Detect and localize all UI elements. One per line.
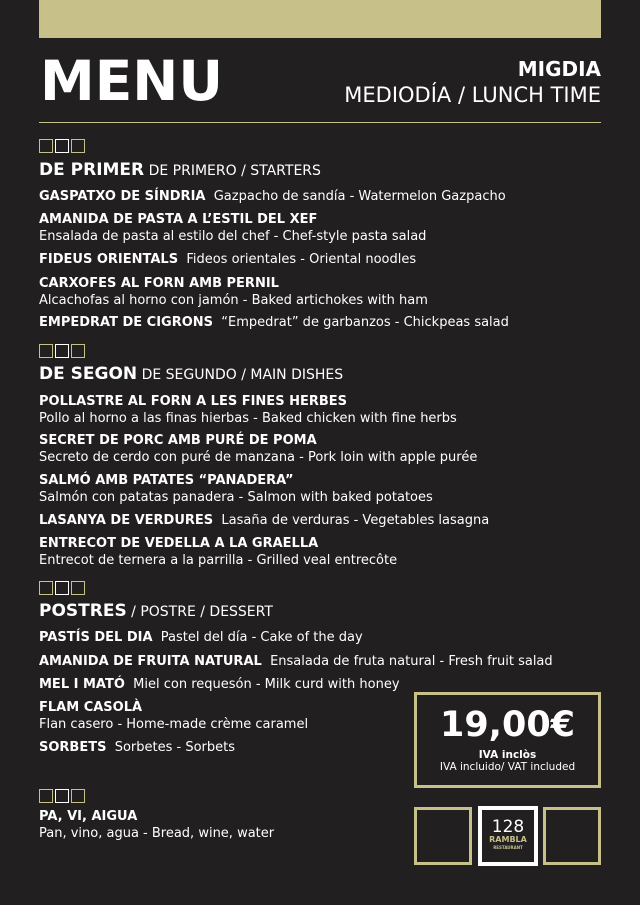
logo-tagline: RESTAURANT	[493, 845, 523, 850]
dish-description: Miel con requesón - Milk curd with honey	[133, 677, 400, 692]
dish-name: FIDEUS ORIENTALS	[39, 252, 179, 267]
dish-name: SALMÓ AMB PATATES “PANADERA”	[39, 473, 294, 488]
dish-description: Salmón con patatas panadera - Salmon with baked potatoes	[39, 490, 433, 505]
dish-description: Ensalada de pasta al estilo del chef - Chef-style pasta salad	[39, 229, 427, 244]
dish-name: POLLASTRE AL FORN A LES FINES HERBES	[39, 394, 348, 409]
dish-description: Pan, vino, agua - Bread, wine, water	[39, 826, 275, 841]
dish-name: PA, VI, AIGUA	[39, 809, 138, 824]
meal-time-translations: MEDIODÍA / LUNCH TIME	[344, 83, 601, 107]
logo-name: RAMBLA	[489, 835, 527, 844]
dish-name: AMANIDA DE PASTA A L’ESTIL DEL XEF	[39, 212, 318, 227]
menu-item	[39, 314, 509, 331]
menu-item	[39, 188, 506, 205]
menu-item	[39, 211, 426, 245]
menu-item	[39, 275, 428, 309]
dish-name: LASANYA DE VERDURES	[39, 513, 214, 528]
dish-name: AMANIDA DE FRUITA NATURAL	[39, 654, 262, 669]
dish-name: EMPEDRAT DE CIGRONS	[39, 315, 214, 330]
dish-name: CARXOFES AL FORN AMB PERNIL	[39, 276, 279, 291]
dish-description: Ensalada de fruta natural - Fresh fruit salad	[270, 654, 553, 669]
dish-description: “Empedrat” de garbanzos - Chickpeas salad	[221, 315, 509, 330]
page-title: MENU	[40, 49, 223, 113]
desserts-title: POSTRES	[39, 601, 127, 621]
drinks-squares-icon	[39, 789, 85, 803]
dish-description: Secreto de cerdo con puré de manzana - Pork loin with apple purée	[39, 450, 478, 465]
starters-heading	[39, 160, 321, 181]
starters-subtitle: DE PRIMERO / STARTERS	[144, 163, 321, 179]
menu-item	[39, 472, 433, 506]
menu-item	[39, 432, 477, 466]
logo-number: 128	[491, 817, 525, 837]
menu-item	[39, 676, 400, 693]
dish-description: Flan casero - Home-made crème caramel	[39, 717, 309, 732]
dish-name: GASPATXO DE SÍNDRIA	[39, 189, 206, 204]
mains-subtitle: DE SEGUNDO / MAIN DISHES	[137, 367, 344, 383]
tax-note-catalan: IVA inclòs	[478, 749, 537, 761]
dish-name: MEL I MATÓ	[39, 677, 125, 692]
tax-note-translations: IVA incluido/ VAT included	[439, 761, 576, 773]
header-divider	[39, 122, 601, 123]
menu-item	[39, 653, 553, 670]
menu-item	[39, 251, 416, 268]
desserts-squares-icon	[39, 581, 85, 595]
mains-heading	[39, 364, 343, 385]
menu-item	[39, 739, 235, 756]
dish-description: Pastel del día - Cake of the day	[160, 630, 363, 645]
dish-name: FLAM CASOLÀ	[39, 700, 143, 715]
menu-item	[39, 629, 363, 646]
menu-item	[39, 535, 397, 569]
dish-description: Fideos orientales - Oriental noodles	[186, 252, 417, 267]
dish-description: Alcachofas al horno con jamón - Baked artichokes with ham	[39, 293, 428, 308]
meal-time-heading	[344, 56, 601, 108]
dish-name: SECRET DE PORC AMB PURÉ DE POMA	[39, 433, 317, 448]
starters-title: DE PRIMER	[39, 160, 145, 180]
dish-description: Gazpacho de sandía - Watermelon Gazpacho	[213, 189, 506, 204]
dish-name: SORBETS	[39, 740, 107, 755]
desserts-subtitle: / POSTRE / DESSERT	[126, 604, 273, 620]
top-accent-bar	[39, 0, 601, 38]
menu-item	[39, 393, 457, 427]
dish-description: Pollo al horno a las finas hierbas - Baked chicken with fine herbs	[39, 411, 457, 426]
desserts-heading	[39, 601, 273, 622]
decorative-square-left	[414, 807, 472, 865]
restaurant-logo	[478, 806, 538, 866]
mains-squares-icon	[39, 344, 85, 358]
dish-name: ENTRECOT DE VEDELLA A LA GRAELLA	[39, 536, 319, 551]
mains-title: DE SEGON	[39, 364, 138, 384]
starters-squares-icon	[39, 139, 85, 153]
dish-description: Sorbetes - Sorbets	[114, 740, 236, 755]
menu-item-drinks	[39, 808, 274, 842]
menu-price: 19,00€	[439, 705, 576, 745]
price-box	[414, 692, 601, 788]
decorative-square-right	[543, 807, 601, 865]
dish-description: Lasaña de verduras - Vegetables lasagna	[221, 513, 490, 528]
menu-item	[39, 699, 308, 733]
dish-name: PASTÍS DEL DIA	[39, 630, 153, 645]
dish-description: Entrecot de ternera a la parrilla - Grilled veal entrecôte	[39, 553, 398, 568]
menu-item	[39, 512, 489, 529]
meal-time-catalan: MIGDIA	[517, 57, 601, 81]
